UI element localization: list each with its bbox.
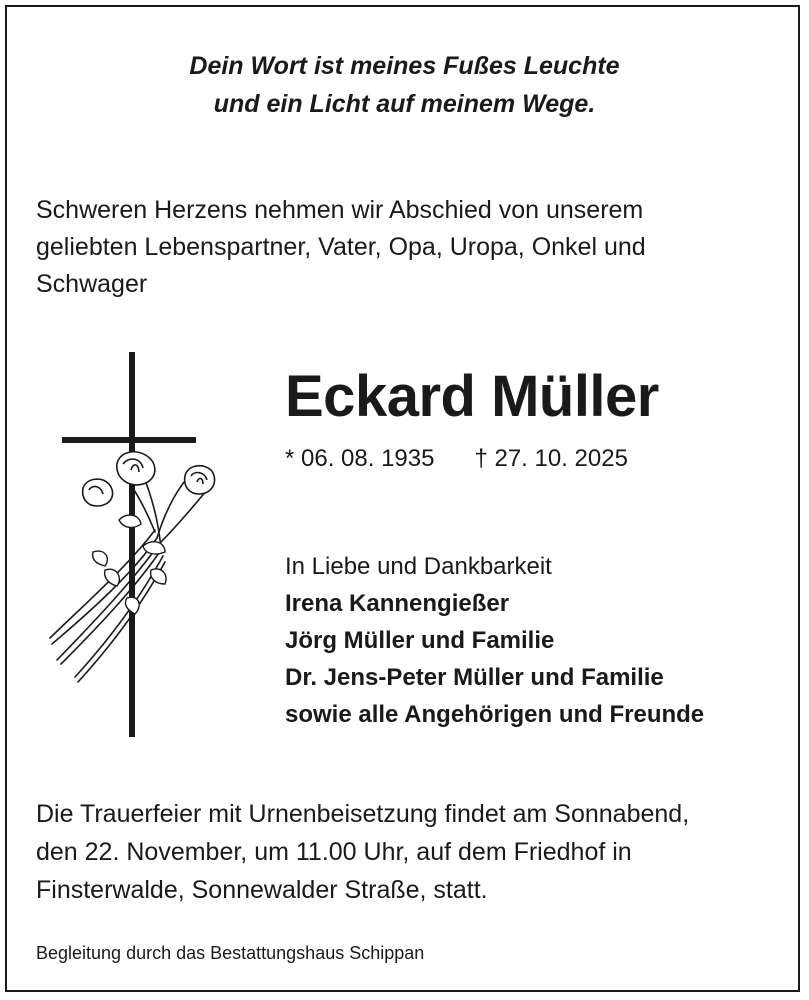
intro-line: Schwager (36, 270, 148, 298)
mourner-name: Jörg Müller und Familie (285, 627, 555, 654)
funeral-home-credit: Begleitung durch das Bestattungshaus Schippan (36, 943, 425, 963)
mourner-name: Irena Kannengießer (285, 590, 510, 617)
deceased-name: Eckard Müller (285, 364, 659, 429)
death-date: † 27. 10. 2025 (474, 445, 628, 472)
mourner-name: Dr. Jens-Peter Müller und Familie (285, 664, 664, 691)
intro-line: Schweren Herzens nehmen wir Abschied von unserem (36, 196, 644, 224)
mourners-block (285, 548, 795, 733)
notice-frame (5, 5, 800, 992)
life-dates (285, 445, 628, 473)
mourner-name: sowie alle Angehörigen und Freunde (285, 701, 705, 728)
intro-line: geliebten Lebenspartner, Vater, Opa, Uropa, Onkel und (36, 233, 646, 261)
service-line: Die Trauerfeier mit Urnenbeisetzung findet am Sonnabend, (36, 800, 690, 828)
funeral-service-text (36, 795, 796, 909)
bible-verse (7, 47, 802, 123)
bible-verse-line: und ein Licht auf meinem Wege. (213, 90, 596, 118)
mourners-intro: In Liebe und Dankbarkeit (285, 553, 552, 580)
service-line: den 22. November, um 11.00 Uhr, auf dem Friedhof in (36, 838, 632, 866)
service-line: Finsterwalde, Sonnewalder Straße, statt. (36, 876, 488, 904)
birth-date: * 06. 08. 1935 (285, 445, 435, 472)
bible-verse-line: Dein Wort ist meines Fußes Leuchte (189, 52, 620, 80)
intro-text (36, 192, 776, 303)
cross-with-roses-icon (47, 352, 217, 752)
